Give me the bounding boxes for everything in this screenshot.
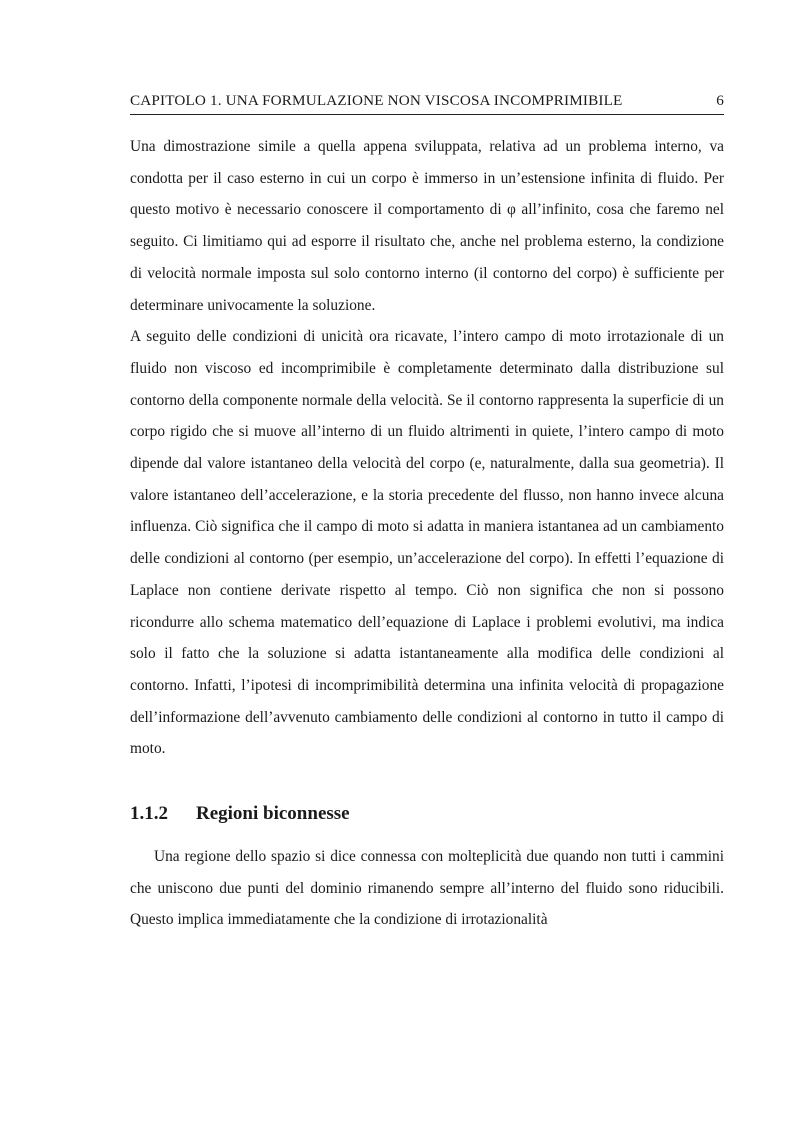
page-number: 6 — [716, 92, 724, 109]
section-number: 1.1.2 — [130, 803, 168, 825]
paragraph-2: A seguito delle condizioni di unicità ora ricavate, l’intero campo di moto irrotazionale di un fluido non viscoso ed incomprimibile è completamente determinato dalla distribuzione sul contorno della componente normale della velocità. Se il contorno rappresenta la superficie di un corpo rigido che si muove all’interno di un fluido altrimenti in quiete, l’intero campo di moto dipende dal valore istantaneo della velocità del corpo (e, naturalmente, dalla sua geometria). Il valore istantaneo dell’accelerazione, e la storia precedente del flusso, non hanno invece alcuna influenza. Ciò significa che il campo di moto si adatta in maniera istantanea ad un cambiamento delle condizioni al contorno (per esempio, un’accelerazione del corpo). In effetti l’equazione di Laplace non contiene derivate rispetto al tempo. Ciò non significa che non si possono ricondurre allo schema matematico dell’equazione di Laplace i problemi evolutivi, ma indica solo il fatto che la soluzione si adatta istantaneamente alla modifica delle condizioni al contorno. Infatti, l’ipotesi di incomprimibilità determina una infinita velocità di propagazione dell’informazione dell’avvenuto cambiamento delle condizioni al contorno in tutto il campo di moto. — [130, 328, 724, 758]
section-body — [130, 841, 724, 936]
paragraph-1: Una dimostrazione simile a quella appena sviluppata, relativa ad un problema interno, va condotta per il caso esterno in cui un corpo è immerso in un’estensione infinita di fluido. Per questo motivo è necessario conoscere il comportamento di φ all’infinito, cosa che faremo nel seguito. Ci limitiamo qui ad esporre il risultato che, anche nel problema esterno, la condizione di velocità normale imposta sul solo contorno interno (il contorno del corpo) è sufficiente per determinare univocamente la soluzione. — [130, 138, 724, 314]
section-heading — [130, 801, 724, 827]
section-paragraph: Una regione dello spazio si dice connessa con molteplicità due quando non tutti i cammini che uniscono due punti del dominio rimanendo sempre all’interno del fluido sono riducibili. Questo implica immediatamente che la condizione di irrotazionalità — [130, 848, 724, 929]
body-text — [130, 131, 724, 765]
page — [130, 92, 724, 936]
chapter-title: CAPITOLO 1. UNA FORMULAZIONE NON VISCOSA INCOMPRIMIBILE — [130, 92, 623, 109]
section-title: Regioni biconnesse — [196, 803, 350, 825]
running-header — [130, 92, 724, 115]
